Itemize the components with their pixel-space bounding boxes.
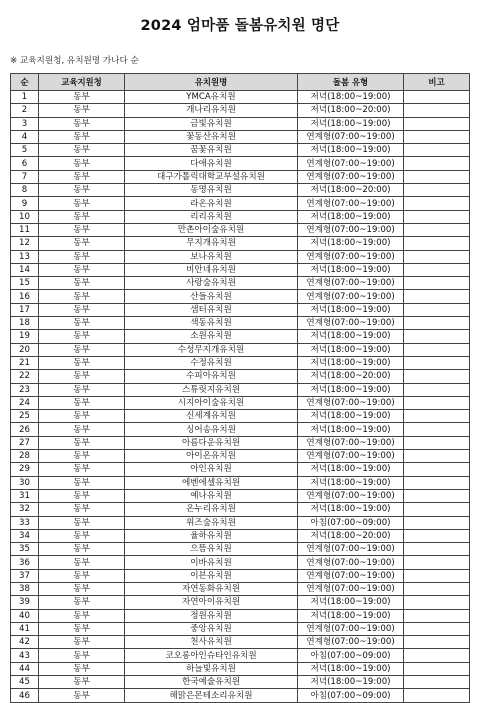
kindergarten-name-cell: 한국예술유치원 [125,676,298,689]
remarks-cell [404,503,470,516]
remarks-cell [404,649,470,662]
education-office-cell: 동부 [39,383,125,396]
care-type-cell: 연계형(07:00~19:00) [298,277,404,290]
remarks-cell [404,290,470,303]
remarks-cell [404,396,470,409]
care-type-cell: 저녁(18:00~19:00) [298,423,404,436]
table-row [11,343,470,356]
remarks-cell [404,423,470,436]
table-row [11,582,470,595]
education-office-cell: 동부 [39,622,125,635]
care-type-cell: 연계형(07:00~19:00) [298,569,404,582]
table-row [11,370,470,383]
table-row [11,423,470,436]
remarks-cell [404,223,470,236]
row-number-cell: 21 [11,356,39,369]
row-number-cell: 27 [11,436,39,449]
care-type-cell: 연계형(07:00~19:00) [298,170,404,183]
kindergarten-name-cell: 동명유치원 [125,184,298,197]
table-row [11,436,470,449]
kindergarten-name-cell: 으뜸유치원 [125,543,298,556]
row-number-cell: 20 [11,343,39,356]
care-type-cell: 아침(07:00~09:00) [298,649,404,662]
education-office-cell: 동부 [39,197,125,210]
care-type-cell: 저녁(18:00~19:00) [298,410,404,423]
care-type-cell: 연계형(07:00~19:00) [298,582,404,595]
education-office-cell: 동부 [39,250,125,263]
kindergarten-name-cell: 소원유치원 [125,330,298,343]
row-number-cell: 17 [11,303,39,316]
row-number-cell: 19 [11,330,39,343]
remarks-cell [404,184,470,197]
row-number-cell: 14 [11,263,39,276]
remarks-cell [404,450,470,463]
education-office-cell: 동부 [39,649,125,662]
kindergarten-name-cell: 천사유치원 [125,636,298,649]
education-office-cell: 동부 [39,263,125,276]
table-row [11,396,470,409]
table-row [11,91,470,104]
row-number-cell: 16 [11,290,39,303]
header-care-type: 돌봄 유형 [298,74,404,91]
table-row [11,263,470,276]
table-row [11,622,470,635]
remarks-cell [404,556,470,569]
row-number-cell: 44 [11,662,39,675]
education-office-cell: 동부 [39,609,125,622]
education-office-cell: 동부 [39,543,125,556]
kindergarten-name-cell: 샘터유치원 [125,303,298,316]
row-number-cell: 13 [11,250,39,263]
row-number-cell: 31 [11,489,39,502]
table-row [11,290,470,303]
kindergarten-name-cell: 하늘빛유치원 [125,662,298,675]
remarks-cell [404,543,470,556]
care-type-cell: 저녁(18:00~20:00) [298,529,404,542]
education-office-cell: 동부 [39,516,125,529]
header-kindergarten-name: 유치원명 [125,74,298,91]
care-type-cell: 연계형(07:00~19:00) [298,317,404,330]
education-office-cell: 동부 [39,91,125,104]
table-row [11,569,470,582]
remarks-cell [404,636,470,649]
remarks-cell [404,356,470,369]
care-type-cell: 연계형(07:00~19:00) [298,450,404,463]
education-office-cell: 동부 [39,596,125,609]
kindergarten-name-cell: 이븐유치원 [125,569,298,582]
table-row [11,223,470,236]
kindergarten-name-cell: 대구가톨릭대학교부설유치원 [125,170,298,183]
education-office-cell: 동부 [39,489,125,502]
care-type-cell: 저녁(18:00~20:00) [298,370,404,383]
kindergarten-name-cell: 코오롱아인슈타인유치원 [125,649,298,662]
row-number-cell: 6 [11,157,39,170]
row-number-cell: 2 [11,104,39,117]
care-type-cell: 저녁(18:00~19:00) [298,144,404,157]
kindergarten-name-cell: 싱어송유치원 [125,423,298,436]
remarks-cell [404,463,470,476]
education-office-cell: 동부 [39,463,125,476]
remarks-cell [404,676,470,689]
row-number-cell: 45 [11,676,39,689]
row-number-cell: 23 [11,383,39,396]
row-number-cell: 29 [11,463,39,476]
row-number-cell: 36 [11,556,39,569]
table-row [11,516,470,529]
table-row [11,636,470,649]
care-type-cell: 저녁(18:00~19:00) [298,503,404,516]
care-type-cell: 연계형(07:00~19:00) [298,197,404,210]
table-row [11,104,470,117]
row-number-cell: 9 [11,197,39,210]
care-type-cell: 연계형(07:00~19:00) [298,489,404,502]
care-type-cell: 연계형(07:00~19:00) [298,290,404,303]
row-number-cell: 38 [11,582,39,595]
education-office-cell: 동부 [39,237,125,250]
table-header-row [11,74,470,91]
remarks-cell [404,91,470,104]
education-office-cell: 동부 [39,277,125,290]
remarks-cell [404,237,470,250]
remarks-cell [404,569,470,582]
remarks-cell [404,170,470,183]
kindergarten-name-cell: 시지아이숲유치원 [125,396,298,409]
education-office-cell: 동부 [39,223,125,236]
kindergarten-name-cell: 이바유치원 [125,556,298,569]
row-number-cell: 8 [11,184,39,197]
table-row [11,476,470,489]
care-type-cell: 연계형(07:00~19:00) [298,543,404,556]
care-type-cell: 연계형(07:00~19:00) [298,396,404,409]
care-type-cell: 연계형(07:00~19:00) [298,636,404,649]
table-row [11,210,470,223]
row-number-cell: 28 [11,450,39,463]
education-office-cell: 동부 [39,290,125,303]
row-number-cell: 41 [11,622,39,635]
education-office-cell: 동부 [39,410,125,423]
remarks-cell [404,476,470,489]
care-type-cell: 아침(07:00~09:00) [298,689,404,702]
remarks-cell [404,210,470,223]
care-type-cell: 연계형(07:00~19:00) [298,436,404,449]
kindergarten-table [10,73,470,703]
care-type-cell: 연계형(07:00~19:00) [298,250,404,263]
table-row [11,237,470,250]
row-number-cell: 43 [11,649,39,662]
education-office-cell: 동부 [39,450,125,463]
kindergarten-name-cell: 해맑은몬테소리유치원 [125,689,298,702]
table-row [11,117,470,130]
education-office-cell: 동부 [39,130,125,143]
care-type-cell: 저녁(18:00~19:00) [298,91,404,104]
care-type-cell: 저녁(18:00~19:00) [298,263,404,276]
education-office-cell: 동부 [39,396,125,409]
kindergarten-name-cell: 라온유치원 [125,197,298,210]
education-office-cell: 동부 [39,529,125,542]
table-row [11,649,470,662]
education-office-cell: 동부 [39,689,125,702]
row-number-cell: 39 [11,596,39,609]
row-number-cell: 18 [11,317,39,330]
education-office-cell: 동부 [39,423,125,436]
care-type-cell: 저녁(18:00~19:00) [298,662,404,675]
kindergarten-name-cell: 자연아이유치원 [125,596,298,609]
education-office-cell: 동부 [39,170,125,183]
care-type-cell: 저녁(18:00~19:00) [298,343,404,356]
education-office-cell: 동부 [39,330,125,343]
row-number-cell: 33 [11,516,39,529]
kindergarten-name-cell: 스튜릿지유치원 [125,383,298,396]
remarks-cell [404,157,470,170]
row-number-cell: 42 [11,636,39,649]
education-office-cell: 동부 [39,662,125,675]
care-type-cell: 저녁(18:00~19:00) [298,210,404,223]
kindergarten-name-cell: YMCA유치원 [125,91,298,104]
kindergarten-name-cell: 정원유치원 [125,609,298,622]
table-row [11,356,470,369]
education-office-cell: 동부 [39,636,125,649]
care-type-cell: 연계형(07:00~19:00) [298,130,404,143]
education-office-cell: 동부 [39,157,125,170]
table-row [11,410,470,423]
care-type-cell: 저녁(18:00~19:00) [298,596,404,609]
row-number-cell: 4 [11,130,39,143]
table-row [11,197,470,210]
care-type-cell: 저녁(18:00~19:00) [298,383,404,396]
remarks-cell [404,104,470,117]
header-education-office: 교육지원청 [39,74,125,91]
kindergarten-name-cell: 예나유치원 [125,489,298,502]
education-office-cell: 동부 [39,104,125,117]
kindergarten-name-cell: 아이온유치원 [125,450,298,463]
education-office-cell: 동부 [39,556,125,569]
kindergarten-name-cell: 산들유치원 [125,290,298,303]
care-type-cell: 저녁(18:00~19:00) [298,463,404,476]
table-row [11,303,470,316]
row-number-cell: 1 [11,91,39,104]
care-type-cell: 아침(07:00~09:00) [298,516,404,529]
row-number-cell: 46 [11,689,39,702]
row-number-cell: 11 [11,223,39,236]
row-number-cell: 35 [11,543,39,556]
kindergarten-name-cell: 꿈꽃유치원 [125,144,298,157]
care-type-cell: 저녁(18:00~19:00) [298,676,404,689]
table-row [11,383,470,396]
kindergarten-name-cell: 수성무지개유치원 [125,343,298,356]
education-office-cell: 동부 [39,184,125,197]
care-type-cell: 연계형(07:00~19:00) [298,622,404,635]
remarks-cell [404,609,470,622]
table-row [11,170,470,183]
kindergarten-name-cell: 꽃동산유치원 [125,130,298,143]
table-row [11,662,470,675]
care-type-cell: 저녁(18:00~19:00) [298,303,404,316]
kindergarten-name-cell: 리리유치원 [125,210,298,223]
table-row [11,489,470,502]
kindergarten-name-cell: 온누리유치원 [125,503,298,516]
row-number-cell: 15 [11,277,39,290]
kindergarten-name-cell: 무지개유치원 [125,237,298,250]
kindergarten-name-cell: 개나리유치원 [125,104,298,117]
table-row [11,144,470,157]
table-row [11,609,470,622]
remarks-cell [404,303,470,316]
table-row [11,503,470,516]
row-number-cell: 24 [11,396,39,409]
remarks-cell [404,516,470,529]
kindergarten-name-cell: 사랑숲유치원 [125,277,298,290]
row-number-cell: 37 [11,569,39,582]
care-type-cell: 저녁(18:00~19:00) [298,356,404,369]
education-office-cell: 동부 [39,582,125,595]
remarks-cell [404,596,470,609]
education-office-cell: 동부 [39,356,125,369]
remarks-cell [404,622,470,635]
kindergarten-name-cell: 보나유치원 [125,250,298,263]
table-body [11,91,470,703]
care-type-cell: 연계형(07:00~19:00) [298,157,404,170]
remarks-cell [404,250,470,263]
education-office-cell: 동부 [39,210,125,223]
kindergarten-name-cell: 자연동화유치원 [125,582,298,595]
remarks-cell [404,277,470,290]
remarks-cell [404,117,470,130]
table-row [11,556,470,569]
kindergarten-name-cell: 수정유치원 [125,356,298,369]
table-row [11,250,470,263]
education-office-cell: 동부 [39,343,125,356]
kindergarten-name-cell: 비안네유치원 [125,263,298,276]
row-number-cell: 22 [11,370,39,383]
row-number-cell: 5 [11,144,39,157]
care-type-cell: 저녁(18:00~19:00) [298,237,404,250]
table-row [11,184,470,197]
row-number-cell: 40 [11,609,39,622]
row-number-cell: 12 [11,237,39,250]
header-number: 순 [11,74,39,91]
remarks-cell [404,263,470,276]
table-row [11,543,470,556]
education-office-cell: 동부 [39,370,125,383]
kindergarten-name-cell: 다애유치원 [125,157,298,170]
remarks-cell [404,343,470,356]
remarks-cell [404,436,470,449]
kindergarten-name-cell: 아름다운유치원 [125,436,298,449]
kindergarten-name-cell: 아인유치원 [125,463,298,476]
sort-note: ※ 교육지원청, 유치원명 가나다 순 [10,56,139,66]
row-number-cell: 3 [11,117,39,130]
kindergarten-name-cell: 에벤에셀유치원 [125,476,298,489]
education-office-cell: 동부 [39,436,125,449]
header-remarks: 비고 [404,74,470,91]
education-office-cell: 동부 [39,117,125,130]
care-type-cell: 연계형(07:00~19:00) [298,223,404,236]
remarks-cell [404,383,470,396]
table-row [11,450,470,463]
kindergarten-name-cell: 율하유치원 [125,529,298,542]
education-office-cell: 동부 [39,676,125,689]
remarks-cell [404,529,470,542]
table-row [11,676,470,689]
education-office-cell: 동부 [39,476,125,489]
row-number-cell: 7 [11,170,39,183]
table-row [11,157,470,170]
row-number-cell: 10 [11,210,39,223]
care-type-cell: 저녁(18:00~19:00) [298,476,404,489]
care-type-cell: 저녁(18:00~20:00) [298,104,404,117]
row-number-cell: 32 [11,503,39,516]
remarks-cell [404,489,470,502]
remarks-cell [404,410,470,423]
table-row [11,596,470,609]
kindergarten-name-cell: 중앙유치원 [125,622,298,635]
row-number-cell: 26 [11,423,39,436]
education-office-cell: 동부 [39,569,125,582]
remarks-cell [404,130,470,143]
remarks-cell [404,582,470,595]
remarks-cell [404,330,470,343]
kindergarten-name-cell: 금빛유치원 [125,117,298,130]
table-row [11,330,470,343]
remarks-cell [404,662,470,675]
education-office-cell: 동부 [39,317,125,330]
table-row [11,277,470,290]
page-title: 2024 엄마품 돌봄유치원 명단 [140,18,340,34]
kindergarten-name-cell: 만촌아이숲유치원 [125,223,298,236]
remarks-cell [404,197,470,210]
care-type-cell: 연계형(07:00~19:00) [298,556,404,569]
education-office-cell: 동부 [39,303,125,316]
kindergarten-name-cell: 색동유치원 [125,317,298,330]
remarks-cell [404,370,470,383]
kindergarten-name-cell: 위즈숲유치원 [125,516,298,529]
table-row [11,529,470,542]
care-type-cell: 저녁(18:00~19:00) [298,117,404,130]
care-type-cell: 저녁(18:00~20:00) [298,184,404,197]
table-row [11,463,470,476]
row-number-cell: 34 [11,529,39,542]
row-number-cell: 30 [11,476,39,489]
kindergarten-name-cell: 수피아유치원 [125,370,298,383]
remarks-cell [404,144,470,157]
table-row [11,317,470,330]
row-number-cell: 25 [11,410,39,423]
care-type-cell: 저녁(18:00~19:00) [298,330,404,343]
education-office-cell: 동부 [39,503,125,516]
kindergarten-name-cell: 신세계유치원 [125,410,298,423]
remarks-cell [404,317,470,330]
education-office-cell: 동부 [39,144,125,157]
care-type-cell: 저녁(18:00~19:00) [298,609,404,622]
table-row [11,130,470,143]
